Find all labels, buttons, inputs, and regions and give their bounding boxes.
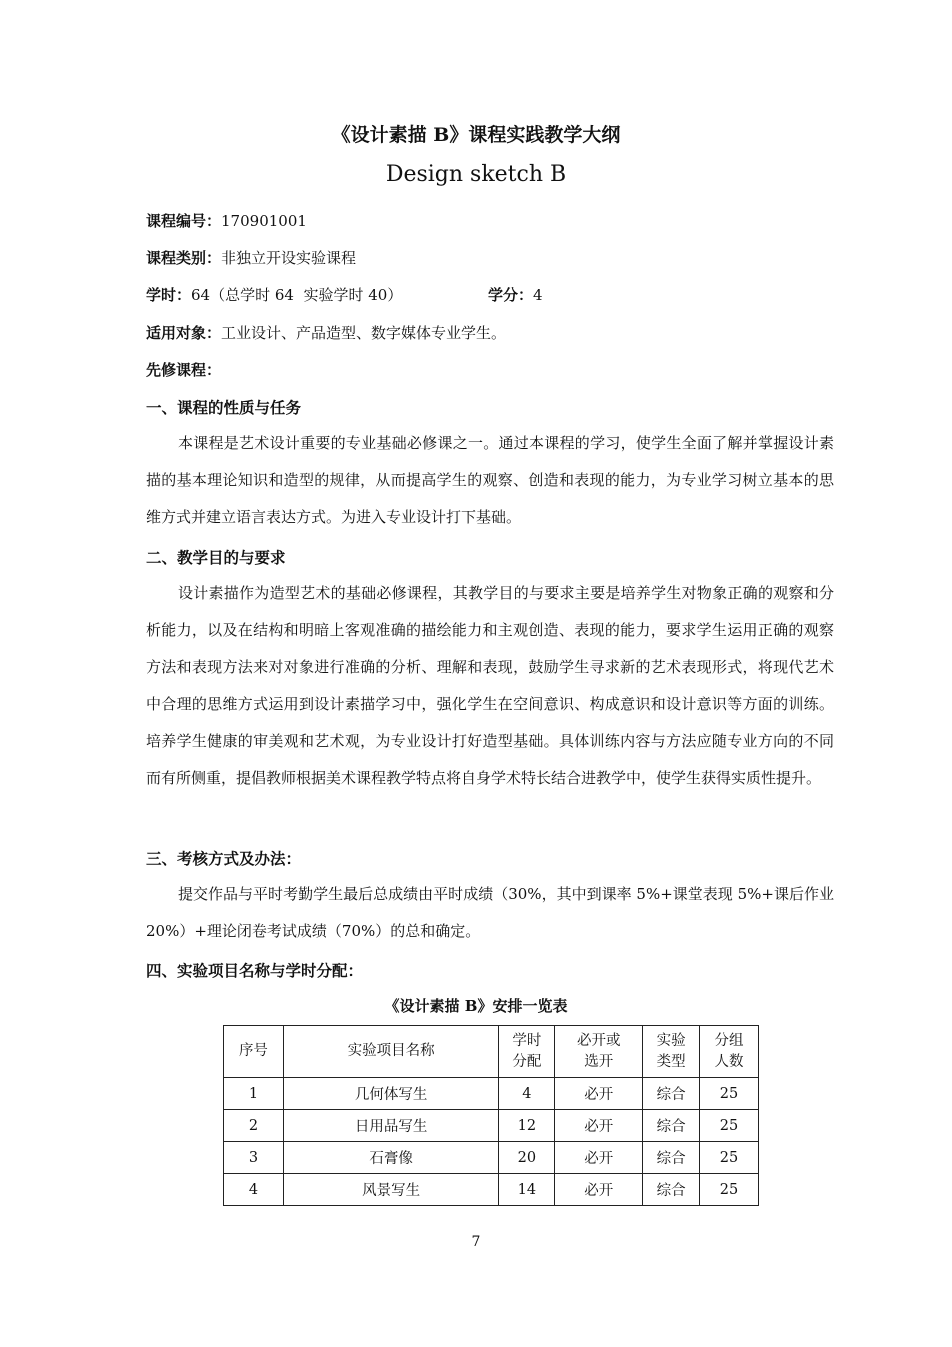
course-category-label: 课程类别： [146, 249, 222, 267]
cell-type: 综合 [643, 1078, 700, 1110]
header-type: 实验 类型 [643, 1026, 700, 1078]
header-group: 分组 人数 [700, 1026, 759, 1078]
course-credit-line [488, 284, 543, 305]
course-credit-value: 4 [533, 286, 543, 304]
cell-hours: 12 [499, 1110, 555, 1142]
cell-group: 25 [700, 1110, 759, 1142]
course-hours-line [146, 284, 402, 305]
course-code-line [146, 210, 307, 231]
schedule-table [223, 1025, 759, 1206]
section-3-heading: 三、考核方式及办法： [146, 849, 302, 868]
header-hours: 学时 分配 [499, 1026, 555, 1078]
document-title: 《设计素描 B》课程实践教学大纲 [331, 124, 621, 146]
cell-no: 2 [224, 1110, 284, 1142]
cell-required: 必开 [555, 1174, 643, 1206]
cell-hours: 4 [499, 1078, 555, 1110]
header-required: 必开或 选开 [555, 1026, 643, 1078]
course-audience-label: 适用对象： [146, 324, 222, 342]
cell-no: 1 [224, 1078, 284, 1110]
section-4-heading: 四、实验项目名称与学时分配： [146, 961, 364, 980]
cell-no: 4 [224, 1174, 284, 1206]
table-title: 《设计素描 B》安排一览表 [384, 997, 568, 1015]
course-code-label: 课程编号： [146, 212, 222, 230]
course-credit-label: 学分： [488, 286, 534, 304]
section-3-text: 提交作品与平时考勤学生最后总成绩由平时成绩（30%，其中到课率 5%+课堂表现 5%+课后作业 20%）+理论闭卷考试成绩（70%）的总和确定。 [146, 885, 834, 940]
section-1-heading: 一、课程的性质与任务 [146, 398, 302, 417]
cell-name: 几何体写生 [283, 1078, 499, 1110]
cell-group: 25 [700, 1174, 759, 1206]
cell-hours: 20 [499, 1142, 555, 1174]
table-row [224, 1078, 759, 1110]
cell-required: 必开 [555, 1110, 643, 1142]
course-audience-value: 工业设计、产品造型、数字媒体专业学生。 [221, 324, 507, 342]
cell-required: 必开 [555, 1142, 643, 1174]
cell-hours: 14 [499, 1174, 555, 1206]
course-audience-line [146, 322, 506, 343]
table-row [224, 1142, 759, 1174]
course-hours-value: 64（总学时 64 实验学时 40） [191, 286, 403, 304]
prerequisite-line [146, 359, 221, 380]
cell-name: 日用品写生 [283, 1110, 499, 1142]
table-row [224, 1110, 759, 1142]
cell-group: 25 [700, 1078, 759, 1110]
cell-name: 风景写生 [283, 1174, 499, 1206]
table-header-row [224, 1026, 759, 1078]
cell-group: 25 [700, 1142, 759, 1174]
page-number: 7 [471, 1234, 481, 1250]
cell-type: 综合 [643, 1142, 700, 1174]
cell-no: 3 [224, 1142, 284, 1174]
document-subtitle: Design sketch B [385, 162, 567, 187]
header-name: 实验项目名称 [283, 1026, 499, 1078]
section-2-heading: 二、教学目的与要求 [146, 548, 286, 567]
cell-name: 石膏像 [283, 1142, 499, 1174]
cell-required: 必开 [555, 1078, 643, 1110]
cell-type: 综合 [643, 1110, 700, 1142]
prerequisite-label: 先修课程： [146, 361, 222, 379]
section-2-text: 设计素描作为造型艺术的基础必修课程，其教学目的与要求主要是培养学生对物象正确的观察和分析能力，以及在结构和明暗上客观准确的描绘能力和主观创造、表现的能力，要求学生运用正确的观察方法和表现方法来对对象进行准确的分析、理解和表现，鼓励学生寻求新的艺术表现形式，将现代艺术中合理的思维方式运用到设计素描学习中，强化学生在空间意识、构成意识和设计意识等方面的训练。培养学生健康的审美观和艺术观，为专业设计打好造型基础。具体训练内容与方法应随专业方向的不同而有所侧重，提倡教师根据美术课程教学特点将自身学术特长结合进教学中，使学生获得实质性提升。 [146, 584, 834, 787]
table-row [224, 1174, 759, 1206]
course-code-value: 170901001 [221, 212, 307, 230]
section-1-text: 本课程是艺术设计重要的专业基础必修课之一。通过本课程的学习，使学生全面了解并掌握设计素描的基本理论知识和造型的规律，从而提高学生的观察、创造和表现的能力，为专业学习树立基本的思维方式并建立语言表达方式。为进入专业设计打下基础。 [146, 434, 834, 526]
course-category-line [146, 247, 356, 268]
course-category-value: 非独立开设实验课程 [221, 249, 357, 267]
course-hours-label: 学时： [146, 286, 192, 304]
cell-type: 综合 [643, 1174, 700, 1206]
header-no: 序号 [224, 1026, 284, 1078]
